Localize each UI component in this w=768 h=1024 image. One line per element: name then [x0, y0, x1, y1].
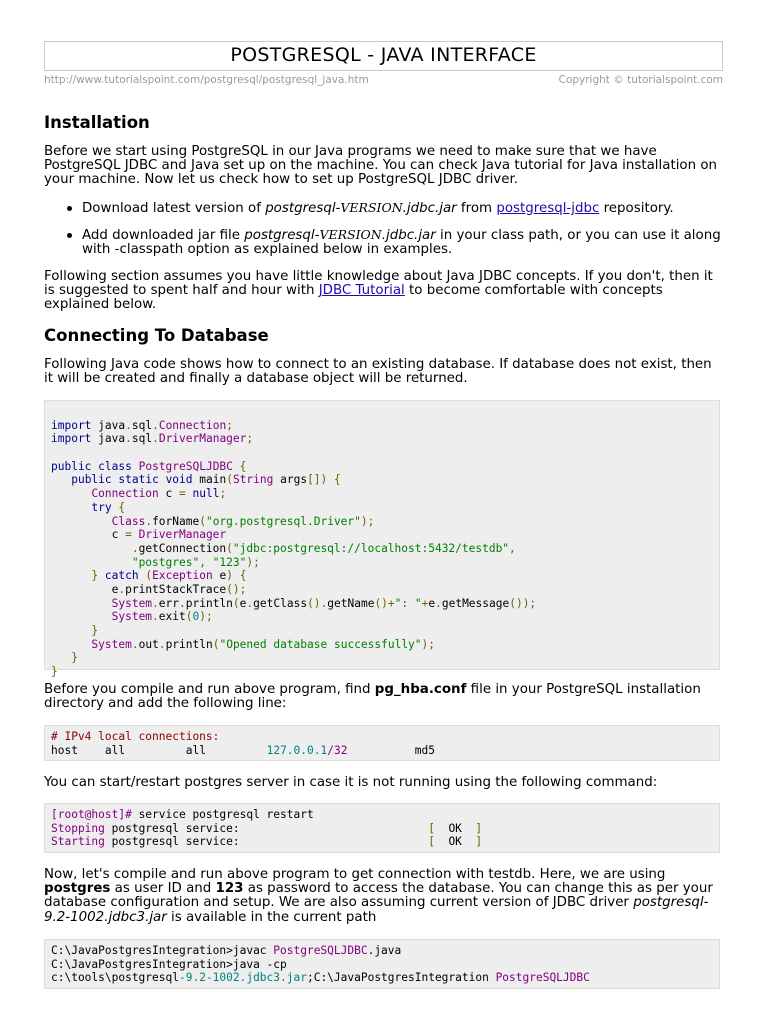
page-title: POSTGRESQL - JAVA INTERFACE [230, 44, 537, 66]
installation-heading: Installation [44, 113, 150, 132]
code-token: ;C:\JavaPostgresIntegration [306, 971, 496, 985]
code-token: -9.2-1002.jdbc3.jar [178, 971, 307, 985]
text-run: as user ID and [110, 881, 216, 897]
hba-intro [44, 683, 724, 711]
code-token: 127.0.0.1 [266, 743, 328, 757]
code-token: C:\JavaPostgresIntegration>javac [51, 944, 274, 957]
compile-intro [44, 868, 724, 925]
text-run: from [456, 201, 497, 216]
text-run: Now, let's compile and run above program to get connection with testdb. Here, we are using [44, 867, 666, 882]
list-item [82, 228, 724, 257]
text-run: Following section assumes you have little knowledge about Java JDBC concepts. If you don't, then it is suggested to spent half and hour with [44, 269, 713, 299]
text-run: Before you compile and run above program, find [44, 682, 375, 697]
connecting-heading: Connecting To Database [44, 326, 269, 345]
code-token: md5 [414, 743, 436, 757]
code-token: /32 [327, 743, 348, 757]
restart-intro: You can start/restart postgres server in case it is not running using the following command: [44, 775, 658, 790]
driver-jar: postgresql-9.2-1002.jdbc3.jar [44, 895, 709, 925]
compile-code-block [44, 939, 720, 989]
code-token: Starting [51, 835, 105, 849]
code-token: [root@host]# [51, 808, 132, 821]
status-ok: OK [448, 835, 462, 849]
jar-version: VERSION [340, 200, 403, 215]
code-token: service postgresql restart [131, 808, 314, 821]
bullet-icon [67, 233, 72, 238]
hba-code-block [44, 725, 720, 761]
restart-code-block: [root@host]# service postgresql restart Stopping postgresql service: [ OK ] Starting postgresql service: [ OK ] [44, 803, 720, 853]
code-token: PostgreSQLJDBC [273, 944, 368, 957]
code-token: postgresql service: [104, 835, 240, 849]
text-run: to become comfortable with concepts explained below. [44, 283, 663, 313]
jar-ext: .jdbc.jar [402, 201, 457, 216]
installation-intro: Before we start using PostgreSQL in our Java programs we need to make sure that we have PostgreSQL JDBC and Java set up on the machine. You can check Java tutorial for Java installation on your machine. Now let us check how to set up PostgreSQL JDBC driver. [44, 144, 718, 188]
title-box [44, 41, 723, 69]
text-run: as password to access the database. You can change this as per your database configuration and setup. We are also assuming current version of JDBC driver [44, 881, 713, 911]
text-run: repository. [599, 201, 674, 216]
code-token: PostgreSQLJDBC [495, 971, 590, 985]
code-token: postgresql service: [104, 821, 240, 835]
code-token: .java [367, 944, 402, 957]
code-token: c:\tools\postgresql [51, 971, 179, 985]
jar-name: postgresql- [244, 228, 320, 243]
jar-name: postgresql- [265, 201, 341, 216]
jdbc-tutorial-link[interactable]: JDBC Tutorial [318, 283, 405, 299]
jar-ext: .jdbc.jar [381, 228, 436, 243]
status-ok: OK [448, 821, 462, 835]
java-code-block: import java.sql.Connection; import java.sql.DriverManager; public class PostgreSQLJDBC { public static void main(String args[]) { Connection c = null; try { Class.forName("org.postgresql.Driver"); c = DriverManager .getConnection("jdbc:postgresql://localhost:5432/testdb", "postgres", "123"); } catch (Exception e) { e.printStackTrace(); System.err.println(e.getClass().getName()+": "+e.getMessage()); System.exit(0); } System.out.println("Opened database successfully"); } } [44, 400, 720, 670]
text-run: Add downloaded jar file [82, 228, 245, 243]
jdbc-note [44, 270, 724, 313]
copyright-notice: Copyright © tutorialspoint.com [558, 74, 723, 86]
code-comment: # IPv4 local connections: [51, 730, 220, 743]
postgresql-jdbc-link[interactable]: postgresql-jdbc [496, 201, 600, 216]
source-url: http://www.tutorialspoint.com/postgresql/postgresql_java.htm [44, 74, 369, 86]
text-run: is available in the current path [166, 909, 377, 925]
bullet-icon [67, 206, 72, 211]
code-token: host [51, 743, 78, 757]
user-id: postgres [44, 881, 111, 897]
list-item [82, 201, 724, 216]
text-run: Download latest version of [82, 201, 266, 216]
text-run: file in your PostgreSQL installation directory and add the following line: [44, 682, 701, 712]
code-token: C:\JavaPostgresIntegration>java -cp [51, 957, 287, 971]
code-token: Stopping [51, 821, 105, 835]
code-token: all [185, 743, 206, 757]
text-run: in your class path, or you can use it along with -classpath option as explained below in examples. [82, 228, 721, 258]
source-row [44, 70, 723, 88]
config-file-name: pg_hba.conf [374, 682, 467, 697]
code-token: all [104, 743, 126, 757]
password: 123 [215, 881, 244, 897]
jar-version: VERSION [319, 227, 382, 242]
connecting-intro: Following Java code shows how to connect to an existing database. If database does not exist, then it will be created and finally a database object will be returned. [44, 357, 712, 387]
